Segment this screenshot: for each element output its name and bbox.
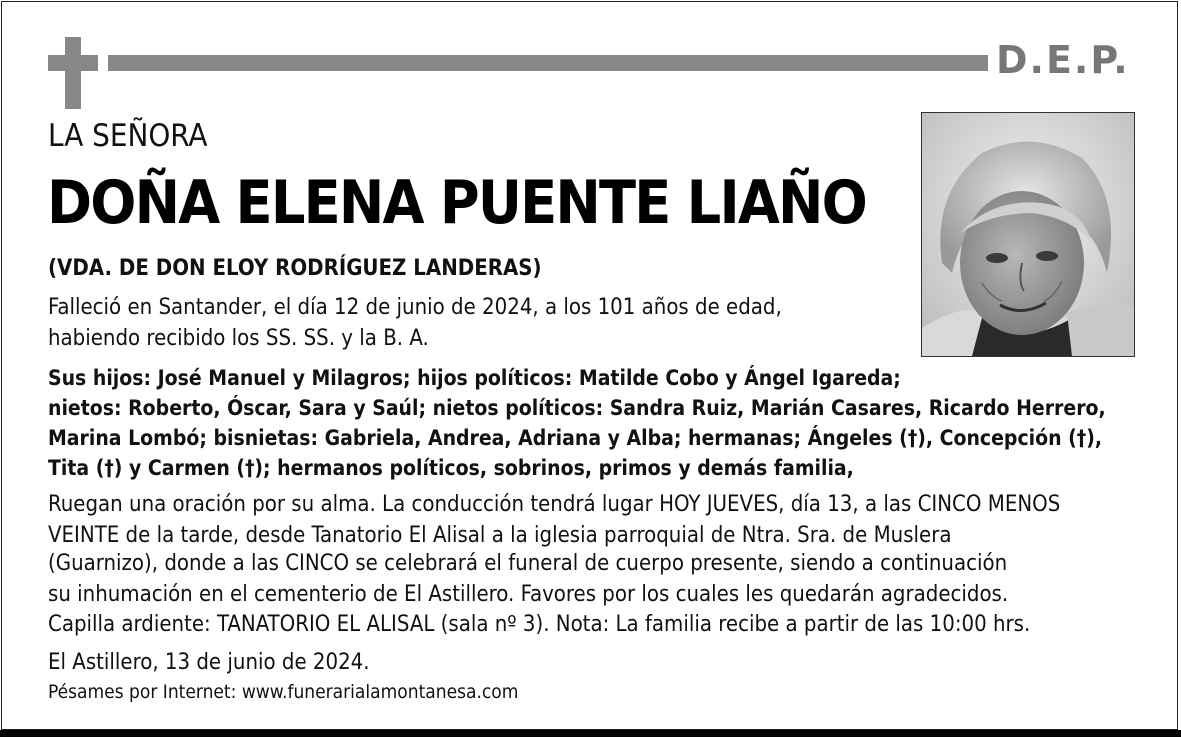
family-line-2: nietos: Roberto, Óscar, Sara y Saúl; nietos políticos: Sandra Ruiz, Marián Casares, Ricardo Herrero, xyxy=(48,396,1106,420)
service-line-4: su inhumación en el cementerio de El Astillero. Favores por los cuales les quedarán agradecidos. xyxy=(48,582,1009,607)
portrait-photo xyxy=(921,112,1135,357)
family-line-1: Sus hijos: José Manuel y Milagros; hijos políticos: Matilde Cobo y Ángel Igareda; xyxy=(48,366,901,390)
bottom-border xyxy=(0,730,1181,737)
family-line-4: Tita (†) y Carmen (†); hermanos políticos, sobrinos, primos y demás familia, xyxy=(48,456,854,480)
service-line-3: (Guarnizo), donde a las CINCO se celebrará el funeral de cuerpo presente, siendo a continuación xyxy=(48,551,1008,576)
death-line-2: habiendo recibido los SS. SS. y la B. A. xyxy=(48,326,429,351)
condolences-link: Pésames por Internet: www.funerarialamontanesa.com xyxy=(48,681,519,703)
header-rule xyxy=(108,55,988,71)
place-date: El Astillero, 13 de junio de 2024. xyxy=(48,650,370,675)
dep-heading: D.E.P. xyxy=(996,38,1130,82)
service-line-2: VEINTE de la tarde, desde Tanatorio El Alisal a la iglesia parroquial de Ntra. Sra. de Muslera xyxy=(48,523,952,548)
deceased-name: DOÑA ELENA PUENTE LIAÑO xyxy=(47,168,867,238)
cross-horizontal-bar xyxy=(48,55,98,71)
honorific: LA SEÑORA xyxy=(48,118,208,154)
cross-vertical-bar xyxy=(65,37,81,109)
death-line-1: Falleció en Santander, el día 12 de junio de 2024, a los 101 años de edad, xyxy=(48,295,782,320)
service-line-1: Ruegan una oración por su alma. La conducción tendrá lugar HOY JUEVES, día 13, a las CINCO MENOS xyxy=(48,492,1061,517)
widow-of: (VDA. DE DON ELOY RODRÍGUEZ LANDERAS) xyxy=(48,256,542,281)
family-line-3: Marina Lombó; bisnietas: Gabriela, Andrea, Adriana y Alba; hermanas; Ángeles (†), Concepción (†), xyxy=(48,426,1103,450)
service-line-5: Capilla ardiente: TANATORIO EL ALISAL (sala nº 3). Nota: La familia recibe a partir de las 10:00 hrs. xyxy=(48,612,1031,637)
